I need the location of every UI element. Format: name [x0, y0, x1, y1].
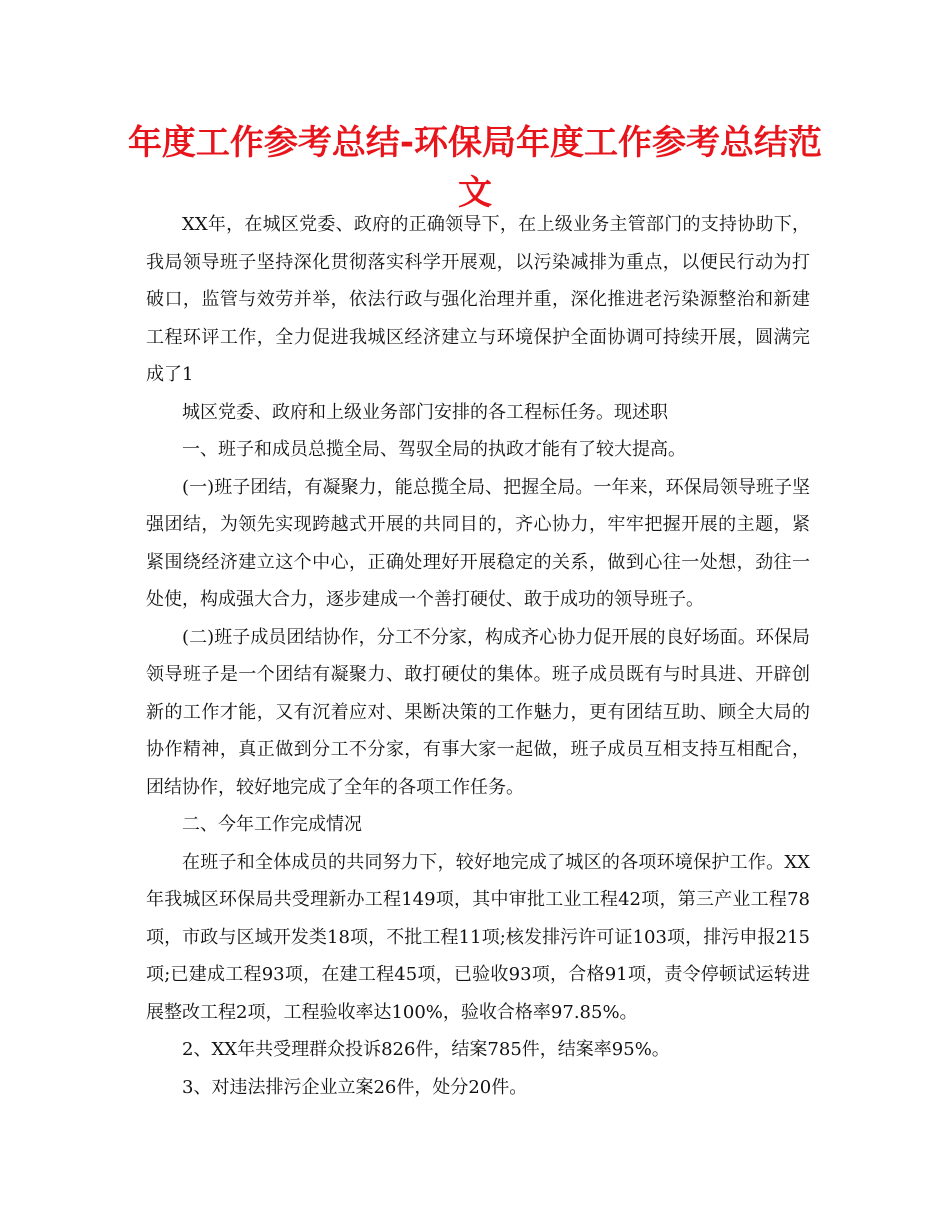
document-body: [146, 206, 810, 1106]
section-heading-two: 二、今年工作完成情况: [182, 814, 362, 835]
paragraph-work-stats: 在班子和全体成员的共同努力下，较好地完成了城区的各项环境保护工作。XX年我城区环保局共受理新办工程149项，其中审批工业工程42项，第三产业工程78项，市政与区域开发类18项，不批工程11项;核发排污许可证103项，排污申报215项;已建成工程93项，在建工程45项，已验收93项，合格91项，责令停顿试运转进展整改工程2项，工程验收率达100%，验收合格率97.85%。: [146, 851, 810, 1023]
paragraph-violations: 3、对违法排污企业立案26件，处分20件。: [182, 1076, 528, 1098]
section-heading-one: 一、班子和成员总揽全局、驾驭全局的执政才能有了较大提高。: [182, 439, 686, 460]
paragraph-task-statement: 城区党委、政府和上级业务部门安排的各工程标任务。现述职: [182, 401, 668, 423]
paragraph-subsection-two: (二)班子成员团结协作，分工不分家，构成齐心协力促开展的良好场面。环保局领导班子是一个团结有凝聚力、敢打硬仗的集体。班子成员既有与时具进、开辟创新的工作才能，又有沉着应对、果断决策的工作魅力，更有团结互助、顾全大局的协作精神，真正做到分工不分家，有事大家一起做，班子成员互相支持互相配合，团结协作，较好地完成了全年的各项工作任务。: [146, 626, 810, 798]
document-title: 年度工作参考总结-环保局年度工作参考总结范文: [127, 123, 823, 213]
paragraph-subsection-one: (一)班子团结，有凝聚力，能总揽全局、把握全局。一年来，环保局领导班子坚强团结，为领先实现跨越式开展的共同目的，齐心协力，牢牢把握开展的主题，紧紧围绕经济建立这个中心，正确处理好开展稳定的关系，做到心往一处想，劲往一处使，构成强大合力，逐步建成一个善打硬仗、敢于成功的领导班子。: [146, 476, 810, 610]
paragraph-intro: XX年，在城区党委、政府的正确领导下，在上级业务主管部门的支持协助下，我局领导班子坚持深化贯彻落实科学开展观，以污染减排为重点，以便民行动为打破口，监管与效劳并举，依法行政与强化治理并重，深化推进老污染源整治和新建工程环评工作，全力促进我城区经济建立与环境保护全面协调可持续开展，圆满完成了1: [146, 214, 810, 385]
paragraph-complaints: 2、XX年共受理群众投诉826件，结案785件，结案率95%。: [182, 1039, 670, 1060]
